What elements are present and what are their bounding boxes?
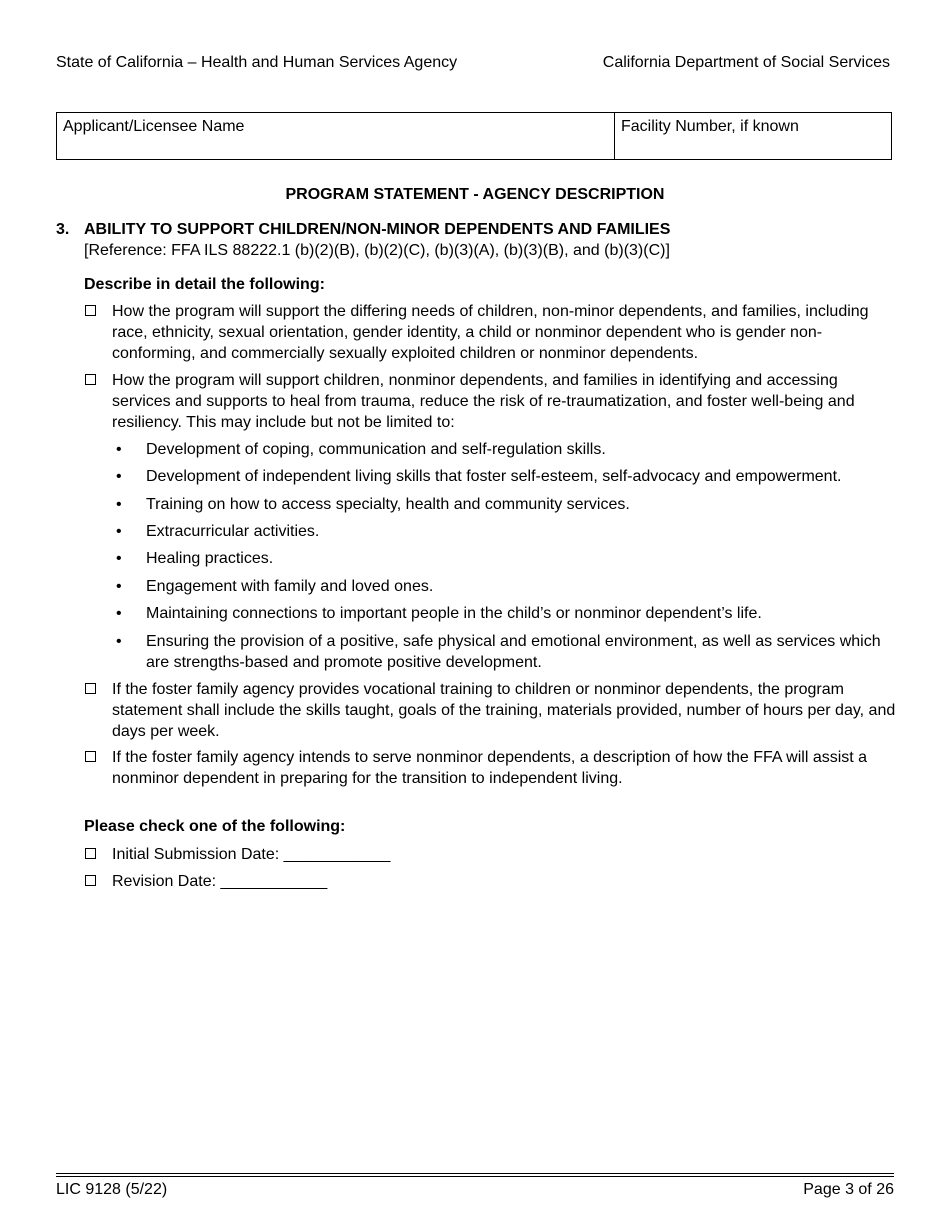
facility-number-field[interactable] (615, 113, 891, 159)
initial-submission-label: Initial Submission Date: ____________ (112, 846, 391, 863)
bullet-item (116, 548, 896, 569)
checkbox[interactable] (85, 305, 96, 316)
bullet-text: Maintaining connections to important people in the child’s or nonminor dependent’s life. (146, 605, 762, 622)
requirement-item (84, 747, 896, 789)
bullet-text: Healing practices. (146, 550, 274, 567)
bullet-icon: • (116, 468, 122, 485)
bullet-text: Development of independent living skills that foster self-esteem, self-advocacy and empowerment. (146, 468, 842, 485)
bullet-icon: • (116, 523, 122, 540)
bullet-item (116, 631, 896, 673)
applicant-name-label: Applicant/Licensee Name (63, 118, 245, 135)
bullet-text: Engagement with family and loved ones. (146, 578, 434, 595)
footer-divider (56, 1176, 894, 1177)
applicant-name-field[interactable] (57, 113, 615, 159)
initial-submission-row (84, 844, 896, 865)
requirement-text: How the program will support the differing needs of children, non-minor dependents, and families, including race, ethnicity, sexual orientation, gender identity, a child or nonminor dependent who is gender non-conforming, and commercially sexually exploited children or nonminor dependents. (112, 303, 869, 362)
bullet-text: Ensuring the provision of a positive, safe physical and emotional environment, as well as services which are strengths-based and promote positive development. (146, 633, 881, 671)
bullet-icon: • (116, 441, 122, 458)
bullet-text: Training on how to access specialty, health and community services. (146, 496, 630, 513)
header-department: California Department of Social Services (602, 54, 890, 71)
requirement-item (84, 679, 896, 742)
checkbox[interactable] (85, 374, 96, 385)
page-title: PROGRAM STATEMENT - AGENCY DESCRIPTION (285, 186, 665, 203)
bullet-item (116, 494, 896, 515)
checkbox[interactable] (85, 683, 96, 694)
describe-heading: Describe in detail the following: (84, 276, 325, 293)
requirement-text: If the foster family agency intends to serve nonminor dependents, a description of how the FFA will assist a nonminor dependent in preparing for the transition to independent living. (112, 749, 868, 787)
section-title: ABILITY TO SUPPORT CHILDREN/NON-MINOR DEPENDENTS AND FAMILIES (84, 221, 671, 238)
footer-divider (56, 1173, 894, 1174)
requirement-item (84, 301, 896, 364)
bullet-item (116, 603, 896, 624)
bullet-text: Development of coping, communication and self-regulation skills. (146, 441, 606, 458)
requirement-text: If the foster family agency provides vocational training to children or nonminor dependents, the program statement shall include the skills taught, goals of the training, materials provided, number of hours per day, and days per week. (112, 681, 896, 740)
facility-number-label: Facility Number, if known (621, 118, 799, 135)
requirement-item (84, 370, 896, 433)
applicant-info-box (56, 112, 892, 160)
bullet-item (116, 521, 896, 542)
check-heading: Please check one of the following: (84, 818, 346, 835)
section-reference: [Reference: FFA ILS 88222.1 (b)(2)(B), (b)(2)(C), (b)(3)(A), (b)(3)(B), and (b)(3)(C)] (84, 242, 670, 259)
section-number: 3. (56, 221, 70, 238)
bullet-icon: • (116, 550, 122, 567)
revision-label: Revision Date: ____________ (112, 873, 328, 890)
header-agency: State of California – Health and Human Services Agency (56, 54, 458, 71)
requirement-text: How the program will support children, nonminor dependents, and families in identifying and accessing services and supports to heal from trauma, reduce the risk of re-traumatization, and foster well-being and resiliency. This may include but not be limited to: (112, 372, 855, 431)
bullet-item (116, 576, 896, 597)
bullet-text: Extracurricular activities. (146, 523, 320, 540)
bullet-icon: • (116, 496, 122, 513)
revision-checkbox[interactable] (85, 875, 96, 886)
bullet-icon: • (116, 578, 122, 595)
bullet-item (116, 466, 896, 487)
bullet-item (116, 439, 896, 460)
bullet-icon: • (116, 633, 122, 650)
form-number: LIC 9128 (5/22) (56, 1181, 168, 1198)
page-number: Page 3 of 26 (803, 1181, 894, 1198)
bullet-icon: • (116, 605, 122, 622)
checkbox[interactable] (85, 751, 96, 762)
revision-row (84, 871, 896, 892)
initial-submission-checkbox[interactable] (85, 848, 96, 859)
